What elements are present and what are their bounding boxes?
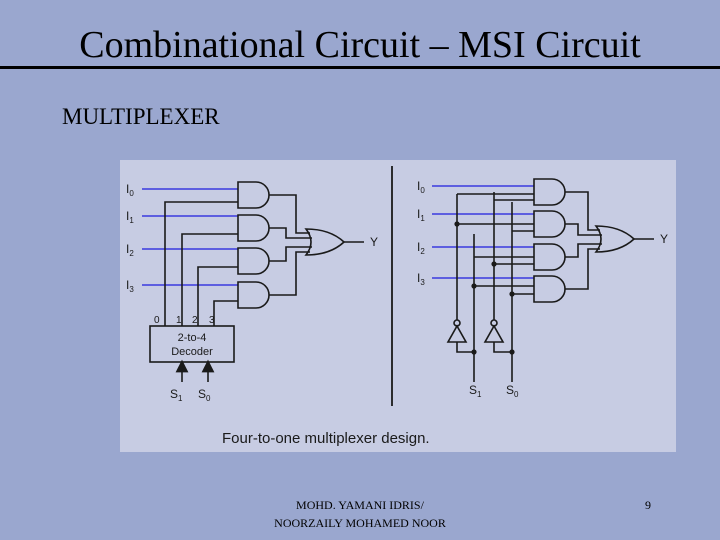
s1-inverter (448, 326, 466, 342)
left-and-out-2 (269, 247, 312, 261)
junction-dot (509, 349, 514, 354)
left-decoder-line-2 (198, 267, 238, 326)
left-and-gate-3 (238, 282, 269, 308)
right-and-gate-1 (534, 211, 565, 237)
right-or-gate (596, 226, 634, 252)
left-input-label-2: $I_2$ (126, 242, 134, 258)
left-select-label-s0: $S_0$ (198, 387, 211, 403)
junction-dot (454, 221, 459, 226)
junction-dot (471, 349, 476, 354)
multiplexer-diagram (120, 160, 676, 452)
right-input-label-3: $I_3$ (417, 271, 425, 287)
right-and-gate-3 (534, 276, 565, 302)
footer-credit-line2: NOORZAILY MOHAMED NOOR (274, 516, 446, 530)
footer-credit-line1: MOHD. YAMANI IDRIS/ (296, 498, 424, 512)
footer-credit (230, 496, 490, 532)
right-select-label-s1: $S_1$ (469, 383, 482, 399)
junction-dot (509, 291, 514, 296)
s1-line (457, 342, 474, 382)
decoder-label-line2: Decoder (171, 346, 213, 358)
left-decoder-line-1 (182, 234, 238, 326)
title-underline (0, 66, 720, 69)
multiplexer-figure (120, 160, 676, 452)
left-or-gate (306, 229, 344, 255)
slide-title: Combinational Circuit – MSI Circuit (79, 24, 641, 66)
right-input-label-0: $I_0$ (417, 179, 425, 195)
decoder-output-label-3: 3 (209, 315, 215, 326)
s0-line (494, 342, 512, 382)
left-and-gate-2 (238, 248, 269, 274)
slide-subtitle: MULTIPLEXER (62, 104, 220, 129)
junction-dot (471, 283, 476, 288)
right-input-label-1: $I_1$ (417, 207, 425, 223)
right-select-label-s0: $S_0$ (506, 383, 519, 399)
right-and-out-3 (565, 249, 600, 289)
left-output-label: Y (370, 235, 379, 249)
left-and-gate-1 (238, 215, 269, 241)
left-input-label-3: $I_3$ (126, 278, 134, 294)
decoder-output-label-0: 0 (154, 315, 160, 326)
left-and-gate-0 (238, 182, 269, 208)
right-and-gate-2 (534, 244, 565, 270)
left-select-label-s1: $S_1$ (170, 387, 183, 403)
right-and-gate-0 (534, 179, 565, 205)
left-and-out-3 (269, 252, 310, 295)
left-decoder-line-0 (165, 202, 238, 326)
page-number: 9 (645, 498, 651, 512)
left-input-label-1: $I_1$ (126, 209, 134, 225)
s0-inverter (485, 326, 503, 342)
decoder-output-label-1: 1 (176, 315, 182, 326)
figure-caption: Four-to-one multiplexer design. (222, 430, 430, 447)
right-output-label: Y (660, 232, 669, 246)
left-input-label-0: $I_0$ (126, 182, 134, 198)
decoder-output-label-2: 2 (192, 315, 198, 326)
junction-dot (491, 261, 496, 266)
left-decoder-line-3 (214, 301, 238, 326)
right-input-label-2: $I_2$ (417, 240, 425, 256)
decoder-label-line1: 2-to-4 (177, 332, 207, 344)
